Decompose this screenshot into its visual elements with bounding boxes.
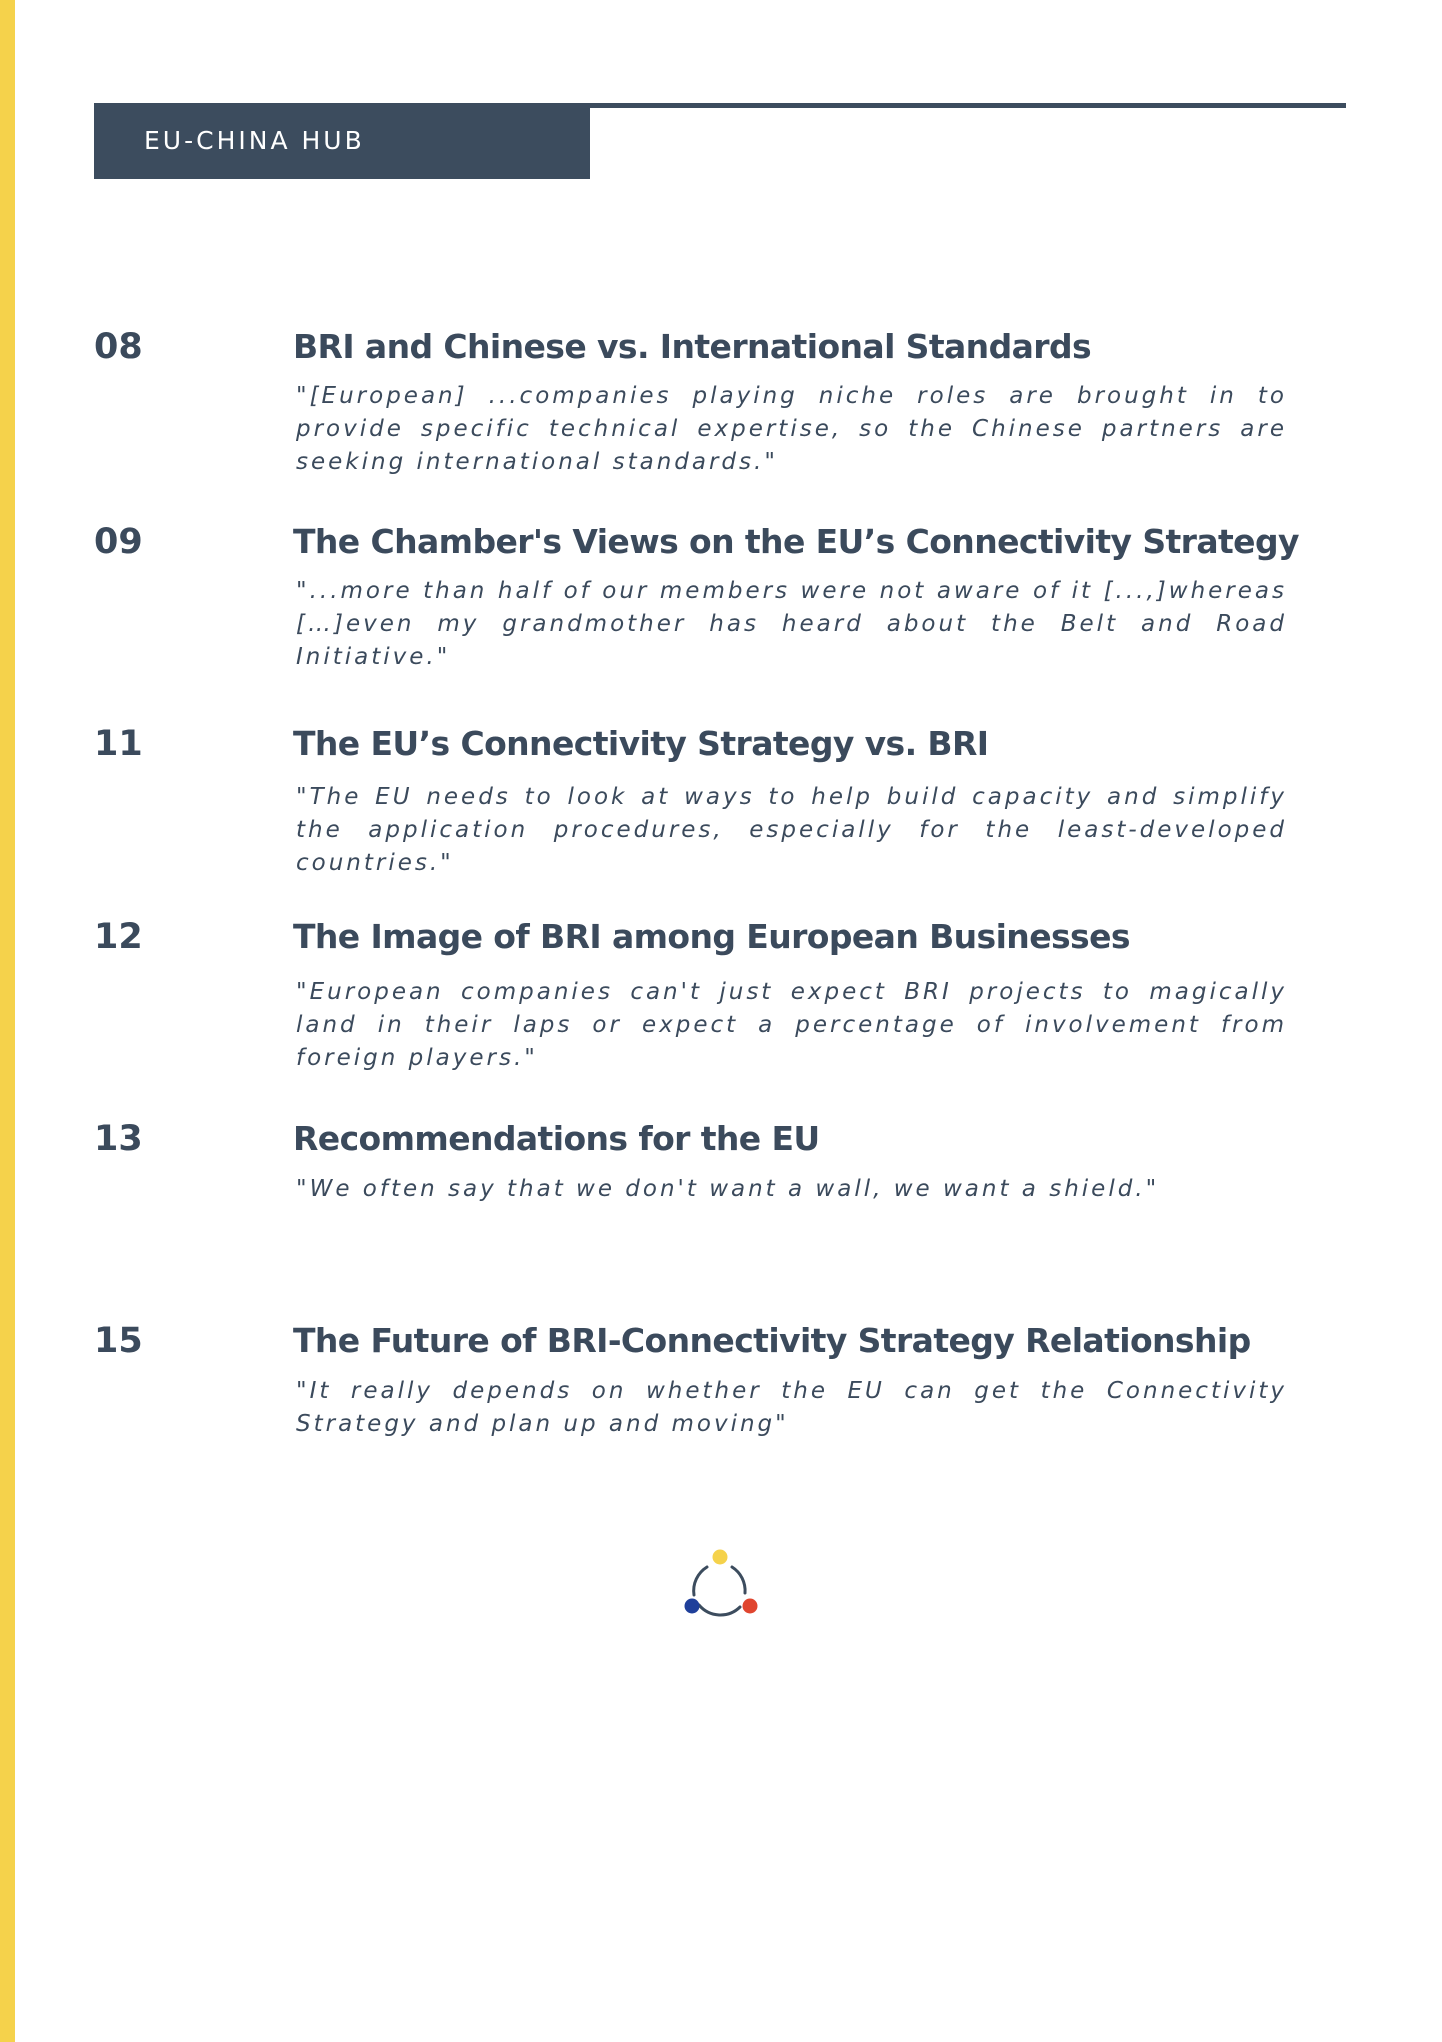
toc-quote: "[European] ...companies playing niche roles are brought in to provide specific technical expertise, so the Chinese partners are seeking international standards.": [296, 383, 1287, 475]
toc-page-number: 15: [94, 1321, 143, 1361]
header-label: EU-CHINA HUB: [94, 103, 590, 179]
toc-page-number: 12: [94, 917, 143, 957]
toc-quote: "We often say that we don't want a wall, we want a shield.": [296, 1176, 1160, 1202]
toc-title[interactable]: The Image of BRI among European Businesses: [293, 917, 1130, 956]
toc-title[interactable]: The Chamber's Views on the EU’s Connectivity Strategy: [293, 522, 1299, 561]
toc-title[interactable]: BRI and Chinese vs. International Standards: [293, 327, 1092, 366]
toc-title[interactable]: The Future of BRI-Connectivity Strategy Relationship: [293, 1321, 1251, 1360]
toc-page-number: 13: [94, 1119, 143, 1159]
logo-yellow-dot: [713, 1550, 728, 1565]
toc-title[interactable]: The EU’s Connectivity Strategy vs. BRI: [293, 724, 989, 763]
toc-quote: "The EU needs to look at ways to help build capacity and simplify the application procedures, especially for the least-developed countries.": [296, 784, 1287, 876]
toc-title[interactable]: Recommendations for the EU: [293, 1119, 820, 1158]
left-accent-bar: [0, 0, 15, 2042]
toc-page-number: 11: [94, 724, 143, 764]
toc-page-number: 09: [94, 522, 143, 562]
toc-quote: "It really depends on whether the EU can get the Connectivity Strategy and plan up and moving": [296, 1378, 1287, 1437]
toc-page-number: 08: [94, 327, 143, 367]
logo-red-dot: [743, 1599, 758, 1614]
toc-quote: "...more than half of our members were not aware of it [...,]whereas […]even my grandmother has heard about the Belt and Road Initiative.": [296, 578, 1287, 670]
hub-logo-icon: [680, 1545, 760, 1625]
logo-blue-dot: [685, 1599, 700, 1614]
toc-quote: "European companies can't just expect BRI projects to magically land in their laps or expect a percentage of involvement from foreign players.": [296, 979, 1287, 1071]
